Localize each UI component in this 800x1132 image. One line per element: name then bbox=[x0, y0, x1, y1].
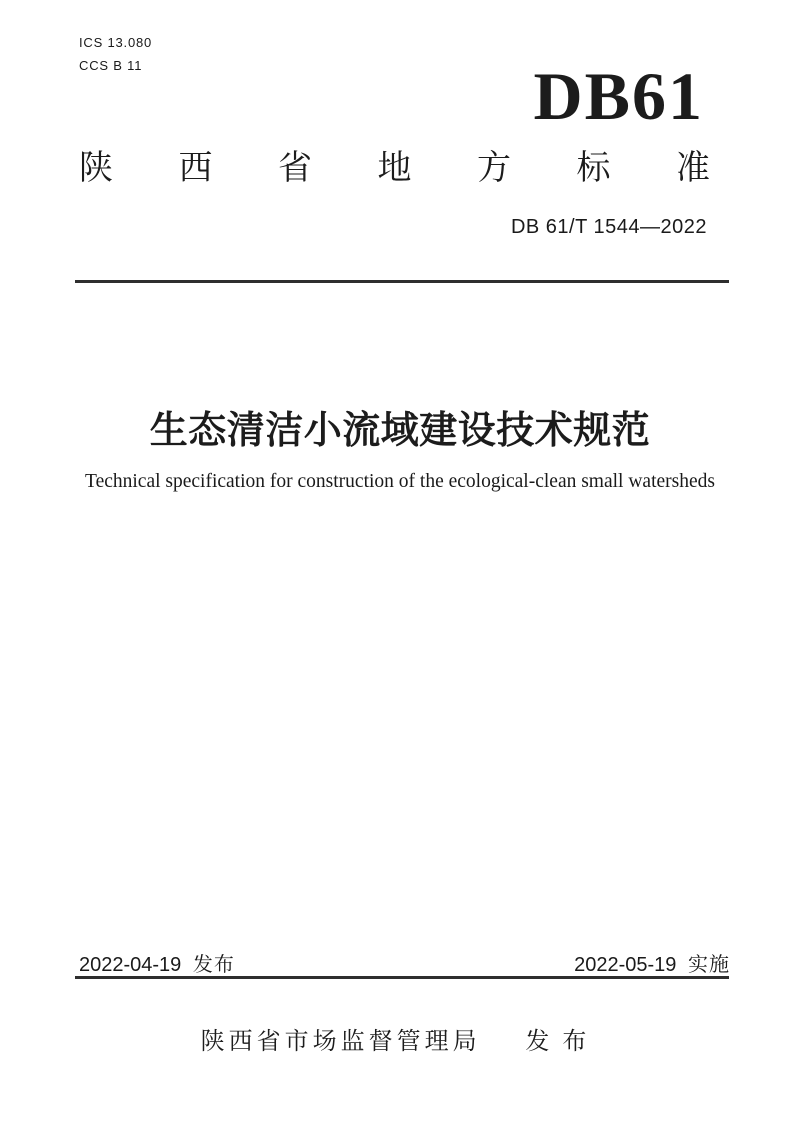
publisher-row bbox=[0, 1021, 800, 1056]
footer-divider bbox=[75, 976, 729, 979]
standard-type-title bbox=[79, 150, 710, 187]
ccs-code: CCS B 11 bbox=[79, 58, 143, 73]
ics-code: ICS 13.080 bbox=[79, 35, 153, 50]
document-title-en: Technical specification for construction of the ecological-clean small watersheds bbox=[85, 471, 715, 492]
standard-type-char: 地 bbox=[377, 149, 412, 187]
standard-type-char: 西 bbox=[178, 149, 213, 187]
header-divider bbox=[75, 280, 729, 283]
document-title-cn: 生态清洁小流域建设技术规范 bbox=[149, 410, 651, 452]
issue-date-group bbox=[79, 948, 235, 977]
db61-logo: DB61 bbox=[533, 58, 704, 134]
issue-label: 发布 bbox=[192, 954, 235, 976]
implement-date: 2022-05-19 bbox=[574, 954, 677, 976]
implement-label: 实施 bbox=[688, 954, 730, 976]
date-row bbox=[79, 948, 730, 977]
publish-label: 发布 bbox=[525, 1028, 600, 1055]
implement-date-group bbox=[574, 948, 730, 977]
standard-type-char: 准 bbox=[676, 149, 710, 187]
standard-type-char: 省 bbox=[278, 149, 312, 187]
standard-type-char: 陕 bbox=[79, 149, 113, 187]
standard-number: DB 61/T 1544—2022 bbox=[510, 216, 707, 238]
standard-type-char: 方 bbox=[477, 149, 511, 187]
publisher-name: 陕西省市场监督管理局 bbox=[200, 1028, 481, 1055]
standard-type-char: 标 bbox=[576, 149, 611, 187]
classification-codes bbox=[79, 31, 152, 77]
issue-date: 2022-04-19 bbox=[79, 954, 182, 976]
